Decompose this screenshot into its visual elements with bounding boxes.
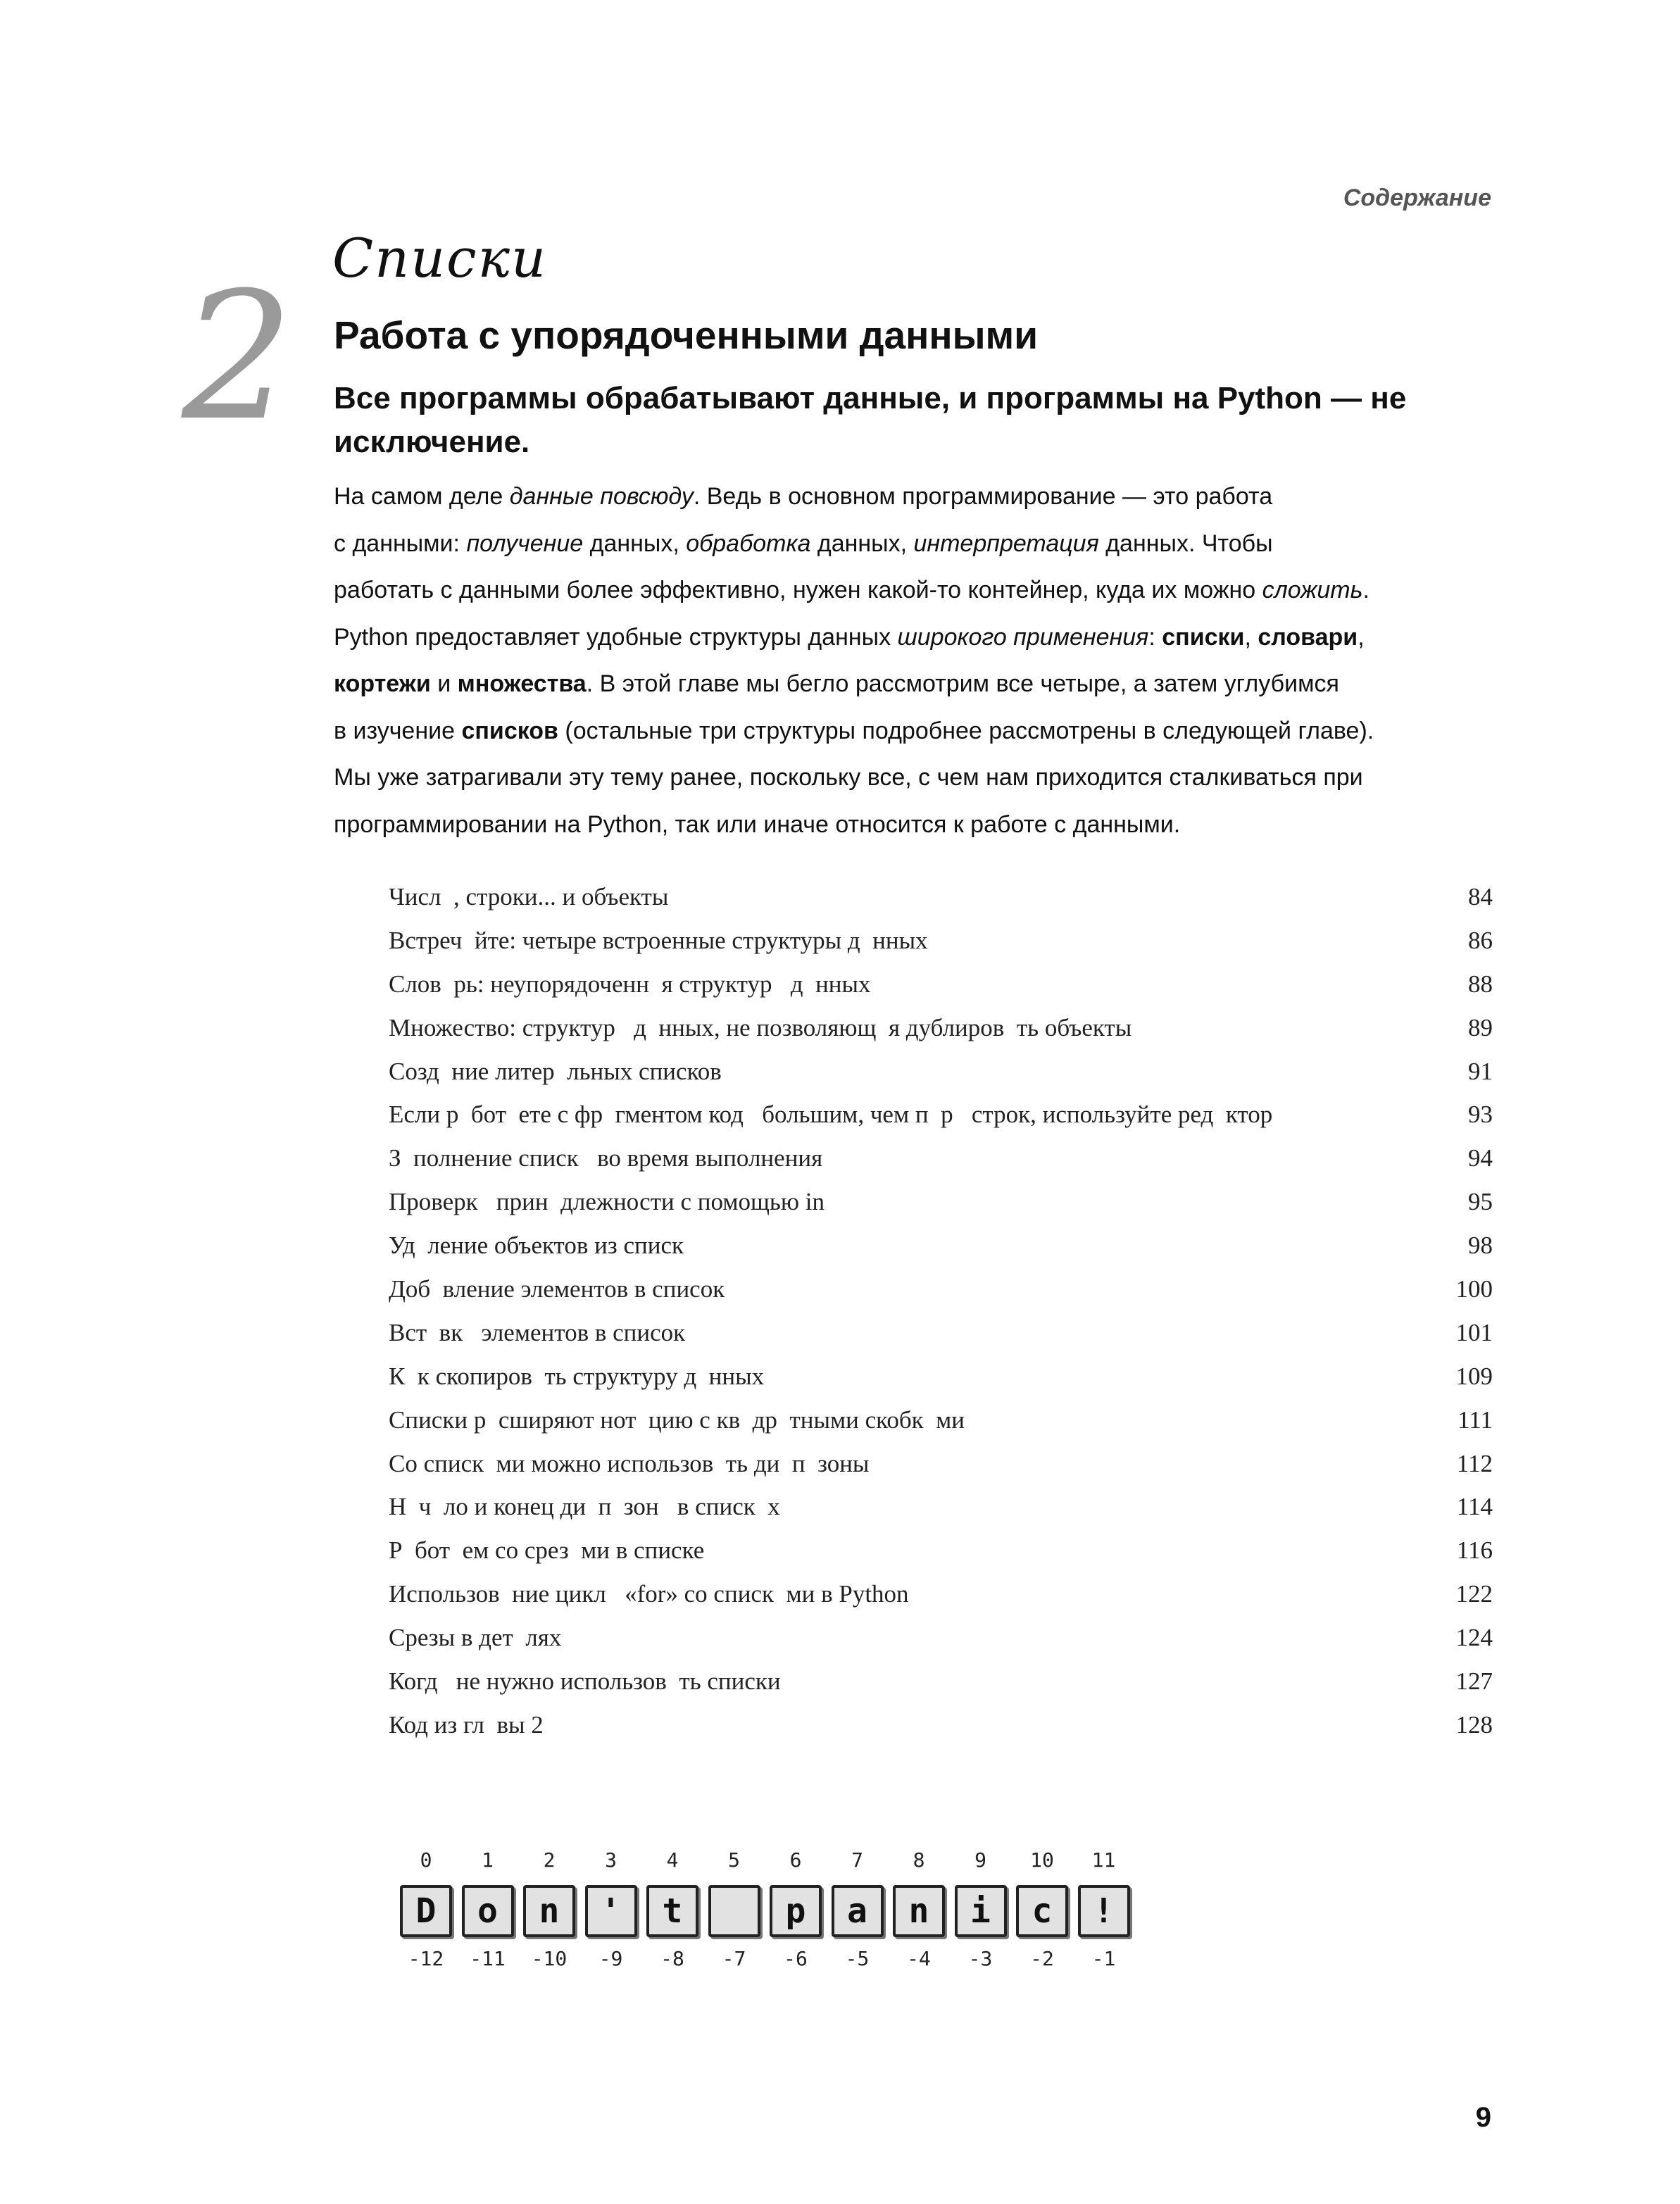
text-run: : — [1148, 623, 1162, 651]
chapter-script-title: Списки — [332, 227, 547, 289]
text-run: . — [1362, 577, 1369, 603]
text-run: в изучение — [334, 717, 462, 744]
toc-entry-title: Код из гл вы 2 — [389, 1710, 544, 1739]
character-cell: p — [770, 1885, 822, 1937]
toc-entry — [389, 1232, 1493, 1275]
toc-entry-title: Вст вк элементов в список — [389, 1318, 686, 1346]
bold-term: списки — [1162, 623, 1245, 651]
toc-entry-title: Со списк ми можно использов ть ди п зоны — [389, 1449, 870, 1477]
emphasis-text: интерпретация — [913, 530, 1099, 557]
toc-entry — [389, 1493, 1493, 1536]
toc-entry — [389, 1144, 1493, 1188]
positive-index-label: 8 — [913, 1848, 925, 1872]
negative-index-label: -7 — [722, 1947, 746, 1970]
character-cell: ' — [585, 1885, 637, 1937]
positive-index-label: 1 — [482, 1848, 494, 1872]
toc-entry — [389, 1058, 1493, 1101]
toc-entry — [389, 1406, 1493, 1450]
emphasis-text: сложить — [1262, 577, 1363, 603]
intro-line — [334, 801, 1517, 849]
intro-line — [334, 567, 1517, 614]
negative-index-label: -10 — [531, 1947, 568, 1970]
intro-line — [334, 754, 1517, 801]
character-cell: o — [462, 1885, 514, 1937]
intro-line — [334, 708, 1517, 755]
positive-index-label: 2 — [543, 1848, 556, 1872]
character-cell: a — [832, 1885, 884, 1937]
toc-entry-page: 94 — [1468, 1144, 1493, 1172]
toc-entry-title: Если р бот ете с фр гментом код большим, чем п р строк, используйте ред ктор — [389, 1101, 1273, 1129]
intro-line — [334, 614, 1517, 661]
toc-entry-page: 114 — [1456, 1493, 1493, 1521]
toc-entry — [389, 1450, 1493, 1494]
text-run: работать с данными более эффективно, нужен какой-то контейнер, куда их можно — [334, 577, 1262, 603]
bold-term: списков — [461, 717, 558, 744]
toc-entry-page: 124 — [1455, 1624, 1493, 1652]
toc-entry-page: 101 — [1455, 1318, 1493, 1346]
toc-entry — [389, 883, 1493, 927]
toc-entry-page: 128 — [1455, 1710, 1493, 1739]
text-run: данных, — [583, 530, 687, 557]
character-cell: D — [400, 1885, 452, 1937]
character-cell — [708, 1885, 760, 1937]
text-run: данных, — [810, 530, 914, 557]
running-head: Содержание — [1343, 184, 1491, 211]
text-run: и — [430, 670, 458, 697]
chapter-subtitle: Все программы обрабатывают данные, и программы на Python — не исключение. — [334, 381, 1407, 459]
toc-entry-page: 109 — [1455, 1362, 1493, 1390]
text-run: , — [1244, 623, 1258, 651]
negative-index-label: -6 — [784, 1947, 808, 1970]
toc-entry — [389, 1188, 1493, 1232]
toc-entry-title: Когд не нужно использов ть списки — [389, 1667, 781, 1696]
character-cell: n — [893, 1885, 945, 1937]
index-strip-illustration — [400, 1848, 1139, 2003]
character-cell: i — [955, 1885, 1007, 1937]
negative-index-label: -9 — [598, 1947, 623, 1970]
text-run: . В этой главе мы бегло рассмотрим все четыре, а затем углубимся — [586, 670, 1339, 697]
bold-term: множества — [457, 670, 587, 697]
positive-index-label: 5 — [728, 1848, 740, 1872]
toc-entry-title: Слов рь: неупорядоченн я структур д нных — [389, 970, 871, 998]
character-cell: ! — [1078, 1885, 1130, 1937]
bold-term: кортежи — [334, 670, 431, 697]
intro-line — [334, 520, 1517, 568]
toc-entry-title: Списки р сширяют нот цию с кв др тными скобк ми — [389, 1405, 965, 1434]
emphasis-text: данные повсюду — [509, 483, 694, 510]
toc-entry-page: 98 — [1468, 1232, 1493, 1260]
toc-entry-title: Встреч йте: четыре встроенные структуры д нных — [389, 926, 928, 954]
text-run: , — [1358, 623, 1365, 651]
toc-entry-page: 91 — [1468, 1057, 1493, 1085]
text-run: с данными: — [334, 530, 467, 557]
toc-entry-page: 127 — [1455, 1667, 1493, 1696]
toc-entry — [389, 1014, 1493, 1058]
toc-entry-title: Проверк прин длежности с помощью in — [389, 1188, 825, 1216]
positive-index-label: 7 — [851, 1848, 863, 1872]
negative-index-label: -4 — [907, 1947, 931, 1970]
negative-index-label: -2 — [1030, 1947, 1054, 1970]
toc-entry-title: Н ч ло и конец ди п зон в списк х — [389, 1493, 780, 1521]
character-cell: c — [1016, 1885, 1068, 1937]
toc-entry-page: 86 — [1468, 926, 1493, 954]
toc-entry-page: 93 — [1468, 1101, 1493, 1129]
toc-entry-page: 89 — [1468, 1013, 1493, 1041]
toc-entry-title: Числ , строки... и объекты — [389, 883, 669, 910]
toc-entry — [389, 1624, 1493, 1667]
toc-entry — [389, 1101, 1493, 1144]
positive-index-label: 0 — [420, 1848, 432, 1872]
chapter-title: Работа с упорядоченными данными — [334, 313, 1039, 357]
bold-term: словари — [1258, 623, 1358, 651]
toc-entry-page: 111 — [1458, 1405, 1493, 1434]
chapter-number: 2 — [182, 254, 294, 459]
toc-entry — [389, 1580, 1493, 1624]
toc-entry-title: Срезы в дет лях — [389, 1624, 562, 1652]
toc-entry-title: Использов ние цикл «for» со списк ми в Python — [389, 1580, 909, 1608]
text-run: На самом деле — [334, 483, 510, 510]
intro-line — [334, 473, 1517, 520]
toc-entry — [389, 1711, 1493, 1755]
toc-entry-title: З полнение списк во время выполнения — [389, 1144, 823, 1172]
toc-entry — [389, 1667, 1493, 1711]
toc-entry-page: 116 — [1456, 1536, 1493, 1565]
toc-entry — [389, 1319, 1493, 1363]
text-run: . Ведь в основном программирование — это работа — [693, 483, 1273, 510]
emphasis-text: широкого применения — [897, 623, 1149, 651]
toc-entry-page: 122 — [1455, 1580, 1493, 1608]
negative-index-label: -12 — [408, 1947, 444, 1970]
toc-entry — [389, 1363, 1493, 1406]
text-run: (остальные три структуры подробнее рассмотрены в следующей главе). — [558, 717, 1374, 744]
negative-index-label: -1 — [1091, 1947, 1116, 1970]
negative-index-label: -11 — [470, 1947, 506, 1970]
positive-index-label: 9 — [974, 1848, 986, 1872]
toc-entry — [389, 1536, 1493, 1580]
text-run: программировании на Python, так или иначе относится к работе с данными. — [334, 810, 1181, 838]
table-of-contents — [389, 883, 1493, 1755]
toc-entry-title: Уд ление объектов из списк — [389, 1232, 684, 1260]
text-run: Python предоставляет удобные структуры данных — [334, 623, 898, 651]
toc-entry-title: Созд ние литер льных списков — [389, 1057, 722, 1085]
toc-entry-title: Множество: структур д нных, не позволяющ я дублиров ть объекты — [389, 1013, 1132, 1041]
emphasis-text: обработка — [686, 530, 811, 557]
toc-entry-page: 95 — [1468, 1188, 1493, 1216]
toc-entry-title: Доб вление элементов в список — [389, 1275, 725, 1303]
text-run: данных. Чтобы — [1098, 530, 1273, 557]
toc-entry — [389, 970, 1493, 1014]
negative-index-label: -5 — [845, 1947, 870, 1970]
toc-entry-page: 100 — [1455, 1275, 1493, 1303]
positive-index-label: 6 — [789, 1848, 802, 1872]
toc-entry-title: Р бот ем со срез ми в списке — [389, 1536, 705, 1565]
toc-entry — [389, 927, 1493, 970]
negative-index-label: -3 — [968, 1947, 993, 1970]
intro-paragraph — [334, 473, 1517, 848]
character-cell: n — [523, 1885, 575, 1937]
intro-line — [334, 660, 1517, 708]
emphasis-text: получение — [466, 530, 584, 557]
toc-entry-title: К к скопиров ть структуру д нных — [389, 1362, 765, 1390]
text-run: Мы уже затрагивали эту тему ранее, поскольку все, с чем нам приходится сталкиваться при — [334, 764, 1363, 791]
page-number: 9 — [1475, 2102, 1491, 2133]
toc-entry — [389, 1275, 1493, 1319]
positive-index-label: 4 — [666, 1848, 679, 1872]
toc-entry-page: 84 — [1468, 883, 1493, 910]
toc-entry-page: 112 — [1456, 1449, 1493, 1477]
positive-index-label: 11 — [1091, 1848, 1116, 1872]
character-cell: t — [646, 1885, 698, 1937]
toc-entry-page: 88 — [1468, 970, 1493, 998]
negative-index-label: -8 — [660, 1947, 684, 1970]
positive-index-label: 3 — [605, 1848, 617, 1872]
positive-index-label: 10 — [1030, 1848, 1054, 1872]
